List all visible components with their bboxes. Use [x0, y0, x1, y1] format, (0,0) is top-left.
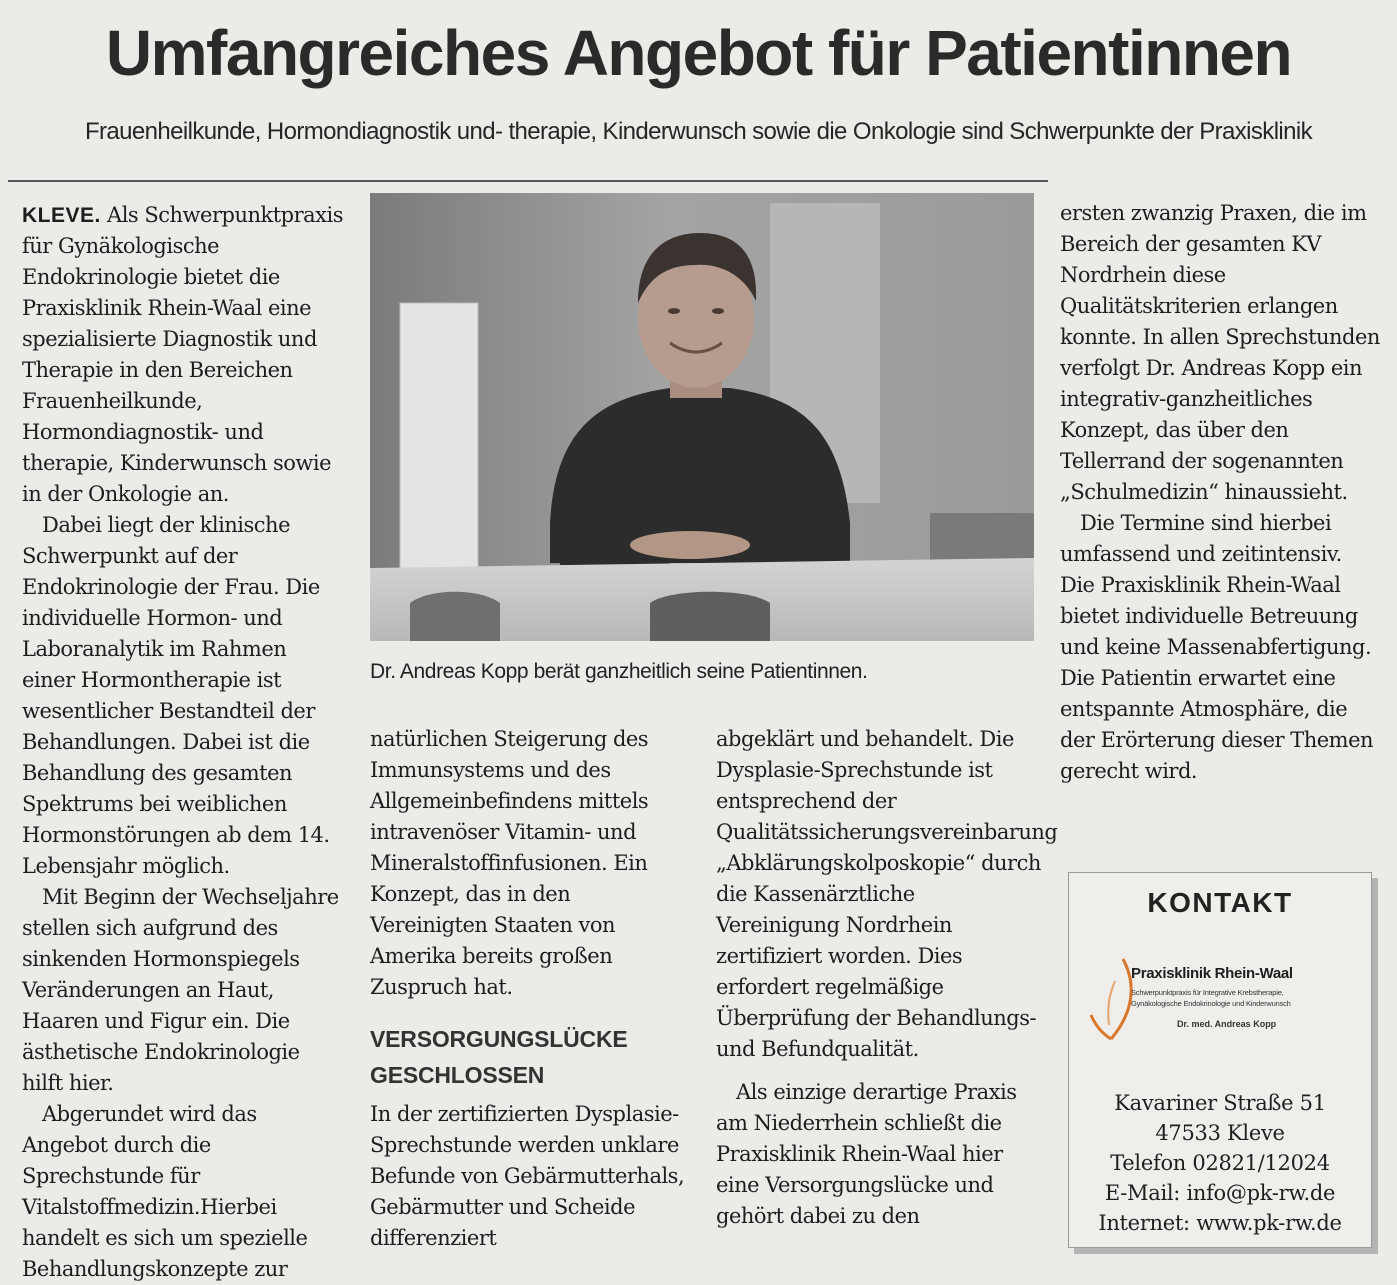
- article-column-2: [370, 724, 690, 1254]
- contact-heading: KONTAKT: [1147, 887, 1293, 918]
- logo-name: Praxisklinik Rhein-Waal: [1131, 965, 1293, 982]
- contact-website: Internet: www.pk-rw.de: [1098, 1211, 1342, 1235]
- logo-tagline: Schwerpunktpraxis für Integrative Krebstherapie,: [1131, 988, 1284, 997]
- paragraph: natürlichen Steigerung des Immunsystems und des Allgemeinbefindens mittels intravenöser Vitamin- und Mineralstoffinfusionen. Ein Konzept, das in den Vereinigten Staaten von Amerika bereits großen Zuspruch hat.: [370, 727, 649, 999]
- logo-tagline: Gynäkologische Endokrinologie und Kinderwunsch: [1131, 999, 1291, 1008]
- subhead-line: GESCHLOSSEN: [370, 1062, 545, 1088]
- paragraph: Als einzige derartige Praxis am Niederrhein schließt die Praxisklinik Rhein-Waal hier eine Versorgungslücke und gehört dabei zu den: [716, 1080, 1017, 1228]
- paragraph: Die Termine sind hierbei umfassend und zeitintensiv. Die Praxisklinik Rhein-Waal bietet individuelle Betreuung und keine Massenabfertigung. Die Patientin erwartet eine entspannte Atmosphäre, die der Erörterung dieser Themen gerecht wird.: [1060, 511, 1374, 783]
- praxisklinik-logo-icon: [1085, 955, 1135, 1047]
- section-subhead: [370, 1021, 690, 1093]
- paragraph: In der zertifizierten Dysplasie-Sprechstunde werden unklare Befunde von Gebärmutterhals, Gebärmutter und Scheide differenziert: [370, 1102, 685, 1250]
- contact-email: E-Mail: info@pk-rw.de: [1104, 1181, 1336, 1205]
- paragraph: Dabei liegt der klinische Schwerpunkt auf der Endokrinologie der Frau. Die individuelle Hormon- und Laboranalytik im Rahmen einer Hormontherapie ist wesentlicher Bestandteil der Behandlungen. Dabei ist die Behandlung des gesamten Spektrums bei weiblichen Hormonstörungen ab dem 14. Lebensjahr möglich.: [22, 513, 330, 878]
- doctor-portrait-illustration: [370, 193, 1034, 641]
- paragraph: abgeklärt und behandelt. Die Dysplasie-Sprechstunde ist entsprechend der Qualitätssicherungsvereinbarung „Abklärungskolposkopie“ durch die Kassenärztliche Vereinigung Nordrhein zertifiziert worden. Dies erfordert regelmäßige Überprüfung der Behandlungs- und Befundqualität.: [716, 727, 1058, 1061]
- paragraph: ersten zwanzig Praxen, die im Bereich der gesamten KV Nordrhein diese Qualitätskriterien erlangen konnte. In allen Sprechstunden verfolgt Dr. Andreas Kopp ein integrativ-ganzheitliches Konzept, das über den Tellerrand der sogenannten „Schulmedizin“ hinaussieht.: [1060, 201, 1380, 504]
- contact-box: [1068, 872, 1372, 1248]
- dateline: KLEVE.: [22, 204, 101, 227]
- divider: [8, 180, 1048, 182]
- paragraph: Mit Beginn der Wechseljahre stellen sich aufgrund des sinkenden Hormonspiegels Veränderungen an Haut, Haaren und Figur ein. Die ästhetische Endokrinologie hilft hier.: [22, 885, 339, 1095]
- contact-city: 47533 Kleve: [1155, 1121, 1285, 1145]
- logo-doctor-name: Dr. med. Andreas Kopp: [1177, 1019, 1277, 1029]
- photo-caption: Dr. Andreas Kopp berät ganzheitlich seine Patientinnen.: [370, 660, 868, 683]
- article-column-4: [1060, 198, 1380, 787]
- article-photo: [370, 193, 1034, 641]
- article-column-3: [716, 724, 1058, 1232]
- paragraph-text: Als Schwerpunktpraxis für Gynäkologische Endokrinologie bietet die Praxisklinik Rhein-Waal eine spezialisierte Diagnostik und Therapie in den Bereichen Frauenheilkunde, Hormondiagnostik- und therapie, Kinderwunsch sowie in der Onkologie an.: [22, 203, 343, 506]
- subhead-line: VERSORGUNGSLÜCKE: [370, 1026, 628, 1052]
- paragraph: Abgerundet wird das Angebot durch die Sprechstunde für Vitalstoffmedizin.Hierbei handelt es sich um spezielle Behandlungskonzepte zur: [22, 1102, 308, 1281]
- headline: Umfangreiches Angebot für Patientinnen: [105, 17, 1292, 89]
- contact-phone: Telefon 02821/12024: [1110, 1151, 1330, 1175]
- paragraph: [22, 200, 344, 510]
- article-column-1: [22, 200, 344, 1285]
- subheadline: Frauenheilkunde, Hormondiagnostik und- therapie, Kinderwunsch sowie die Onkologie sind Schwerpunkte der Praxisklinik: [84, 118, 1313, 145]
- contact-street: Kavariner Straße 51: [1114, 1091, 1326, 1115]
